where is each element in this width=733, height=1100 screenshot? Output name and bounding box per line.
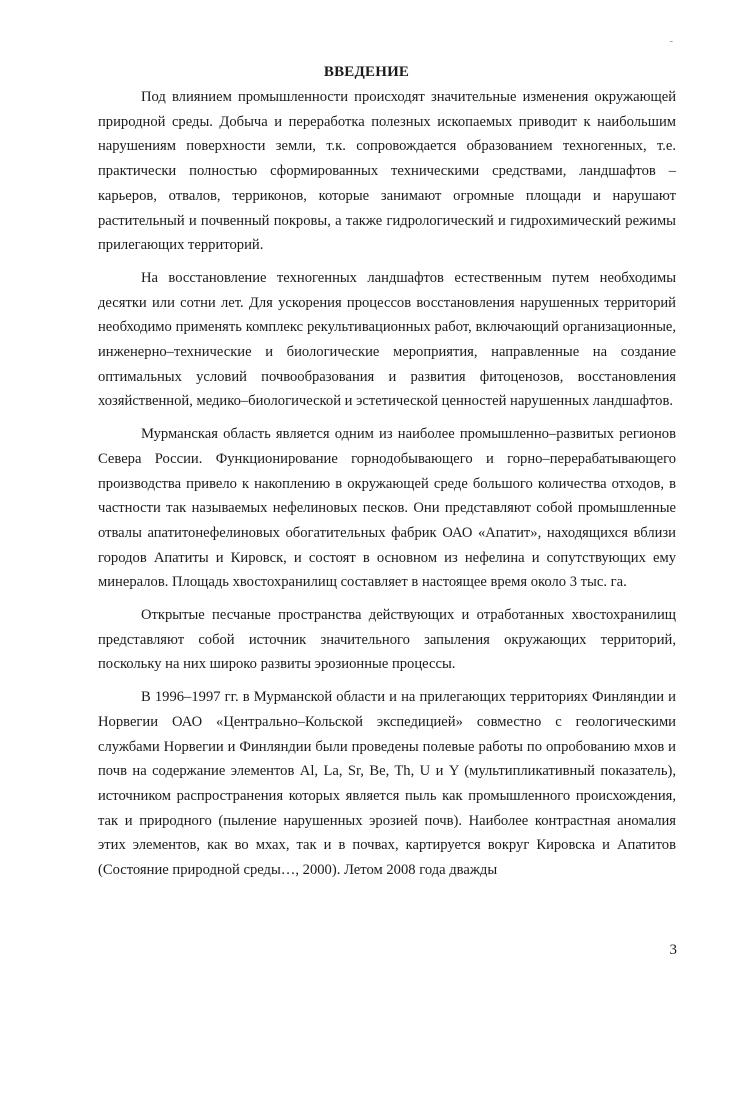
scan-mark: -	[669, 36, 673, 47]
paragraph-open-sands: Открытые песчаные пространства действующих и отработанных хвостохранилищ представляют собой источник значительного запыления окружающих территорий, поскольку на них широко развиты эрозионные процессы.	[98, 607, 676, 673]
page-number: 3	[669, 942, 677, 958]
document-body	[98, 85, 676, 891]
section-heading: ВВЕДЕНИЕ	[323, 64, 410, 80]
paragraph-murmansk-region: Мурманская область является одним из наиболее промышленно–развитых регионов Севера России. Функционирование горнодобывающего и горно–перерабатывающего производства привело к накоплению в окружающей среде большого количества отходов, в частности так называемых нефелиновых песков. Они представляют собой промышленные отвалы апатитонефелиновых обогатительных фабрик ОАО «Апатит», находящихся вблизи городов Апатиты и Кировск, и состоят в основном из нефелина и сопутствующих ему минералов. Площадь хвостохранилищ составляет в настоящее время около 3 тыс. га.	[98, 426, 676, 591]
paragraph-restoration: На восстановление техногенных ландшафтов естественным путем необходимы десятки или сотни лет. Для ускорения процессов восстановления нарушенных территорий необходимо применять комплекс рекультивационных работ, включающий организационные, инженерно–технические и биологические мероприятия, направленные на создание оптимальных условий почвообразования и развития фитоценозов, восстановления хозяйственной, медико–биологической и эстетической ценностей нарушенных ландшафтов.	[98, 269, 676, 410]
paragraph-field-survey: В 1996–1997 гг. в Мурманской области и на прилегающих территориях Финляндии и Норвегии ОАО «Центрально–Кольской экспедицией» совместно с геологическими службами Норвегии и Финляндии были проведены полевые работы по опробованию мхов и почв на содержание элементов Al, La, Sr, Be, Th, U и Y (мультипликативный показатель), источником распространения которых является пыль как промышленного происхождения, так и природного (пыление нарушенных эрозией почв). Наиболее контрастная аномалия этих элементов, как во мхах, так и в почвах, картируется вокруг Кировска и Апатитов (Состояние природной среды…, 2000). Летом 2008 года дважды	[98, 689, 676, 879]
paragraph-industry-impact: Под влиянием промышленности происходят значительные изменения окружающей природной среды. Добыча и переработка полезных ископаемых приводит к наибольшим нарушениям поверхности земли, т.к. сопровождается образованием техногенных, т.е. практически полностью сформированных техническими средствами, ландшафтов – карьеров, отвалов, терриконов, которые занимают огромные площади и нарушают растительный и почвенный покровы, а также гидрологический и гидрохимический режимы прилегающих территорий.	[98, 89, 676, 254]
